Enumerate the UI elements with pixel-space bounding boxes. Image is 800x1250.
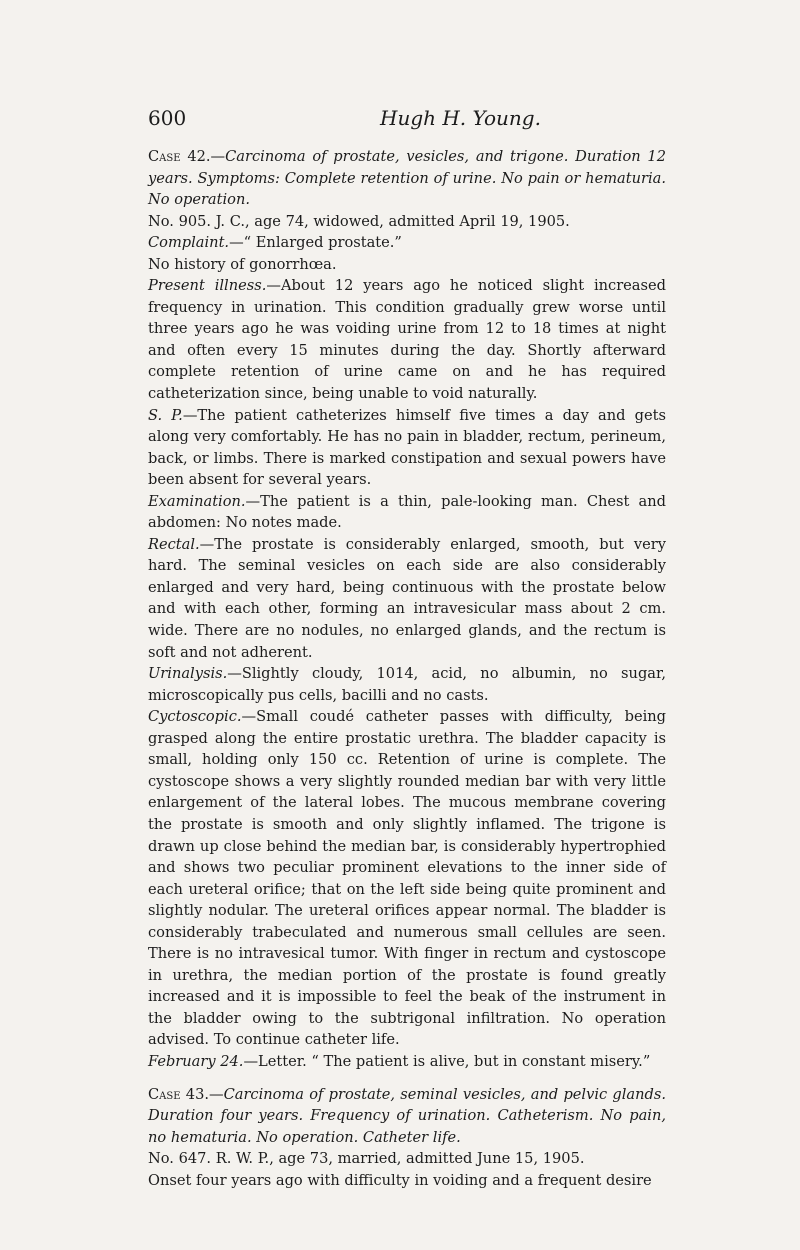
examination-text: —The patient is a thin, pale-looking man. Chest and abdomen: No notes made. (148, 492, 666, 532)
case-42-label: Case 42. (148, 148, 211, 165)
examination-label: Examination. (148, 492, 246, 510)
cystoscopic-text: —Small coudé catheter passes with difficulty, being grasped along the entire prostatic urethra. The bladder capacity is small, holding only 150 cc. Retention of urine is complete. The cystoscope shows a very slightly rounded median bar with very little enlargement of the lateral lobes. The mucous membrane covering the prostate is smooth and only slightly inflamed. The trigone is drawn up close behind the median bar, is considerably hypertrophied and shows two peculiar prominent elevations to the inner side of each ureteral orifice; that on the left side being quite prominent and slightly nodular. The ureteral orifices appear normal. The bladder is considerably trabeculated and numerous small cellules are seen. There is no intravesical tumor. With finger in rectum and cystoscope in urethra, the median portion of the prostate is found greatly increased and it is impossible to feel the beak of the instrument in the bladder owing to the subtrigonal infiltration. No operation advised. To continue catheter life. (148, 708, 666, 1049)
case-43-onset: Onset four years ago with difficulty in voiding and a frequent desire (148, 1171, 652, 1189)
case-42-present-illness (148, 275, 666, 404)
february-label: February 24. (148, 1052, 244, 1070)
present-illness-text: —About 12 years ago he noticed slight increased frequency in urination. This condition gradually grew worse until three years ago he was voiding urine from 12 to 18 times at night and often every 15 minutes during the day. Shortly afterward complete retention of urine came on and he has required catheterization since, being unable to void naturally. (148, 277, 666, 403)
case-42-dash: — (210, 148, 226, 165)
sp-text: —The patient catheterizes himself five times a day and gets along very comfortably. He has no pain in bladder, rectum, perineum, back, or limbs. There is marked constipation and sexual powers have been absent for several years. (148, 406, 667, 489)
case-42-history: No history of gonorrhœa. (148, 255, 337, 273)
urinalysis-label: Urinalysis. (148, 665, 228, 683)
case-42-admission: No. 905. J. C., age 74, widowed, admitted April 19, 1905. (148, 212, 570, 230)
february-text: —Letter. “ The patient is alive, but in constant misery.” (243, 1052, 651, 1070)
running-title: Hugh H. Young. (380, 106, 541, 130)
sp-label: S. P. (148, 406, 183, 424)
case-42-examination (148, 491, 666, 534)
case-43-label: Case 43. (148, 1085, 209, 1103)
case-42-complaint (148, 232, 666, 254)
complaint-label: Complaint. (148, 234, 230, 252)
case-42-sp (148, 405, 666, 491)
case-42-rectal (148, 534, 666, 663)
rectal-label: Rectal. (148, 535, 200, 553)
case-42-february-letter (148, 1051, 666, 1073)
page-body (148, 146, 666, 1191)
case-42-urinalysis (148, 663, 666, 706)
case-43-admission: No. 647. R. W. P., age 73, married, admitted June 15, 1905. (148, 1150, 585, 1168)
cystoscopic-label: Cyctoscopic. (148, 708, 242, 726)
case-42-cystoscopic (148, 706, 666, 1051)
urinalysis-text: —Slightly cloudy, 1014, acid, no albumin, no sugar, microscopically pus cells, bacilli and no casts. (148, 665, 666, 704)
case-43-heading (148, 1084, 666, 1149)
case-43-dash: — (209, 1085, 224, 1103)
rectal-text: —The prostate is considerably enlarged, smooth, but very hard. The seminal vesicles on each side are also considerably enlarged and very hard, being continuous with the prostate below and with each other, forming an intravesicular mass about 2 cm. wide. There are no nodules, no enlarged glands, and the rectum is soft and not adherent. (148, 535, 666, 661)
complaint-text: —“ Enlarged prostate.” (229, 234, 402, 252)
page-number: 600 (148, 106, 187, 130)
page-header (148, 106, 662, 136)
case-43-title: Carcinoma of prostate, seminal vesicles, and pelvic glands. Duration four years. Frequency of urination. Catheterism. No pain, no hematuria. No operation. Catheter life. (148, 1085, 666, 1146)
case-42-title: Carcinoma of prostate, vesicles, and trigone. Duration 12 years. Symptoms: Complete retention of urine. No pain or hematuria. No operation. (148, 148, 667, 209)
case-42-heading (148, 146, 666, 211)
present-illness-label: Present illness. (148, 277, 267, 295)
